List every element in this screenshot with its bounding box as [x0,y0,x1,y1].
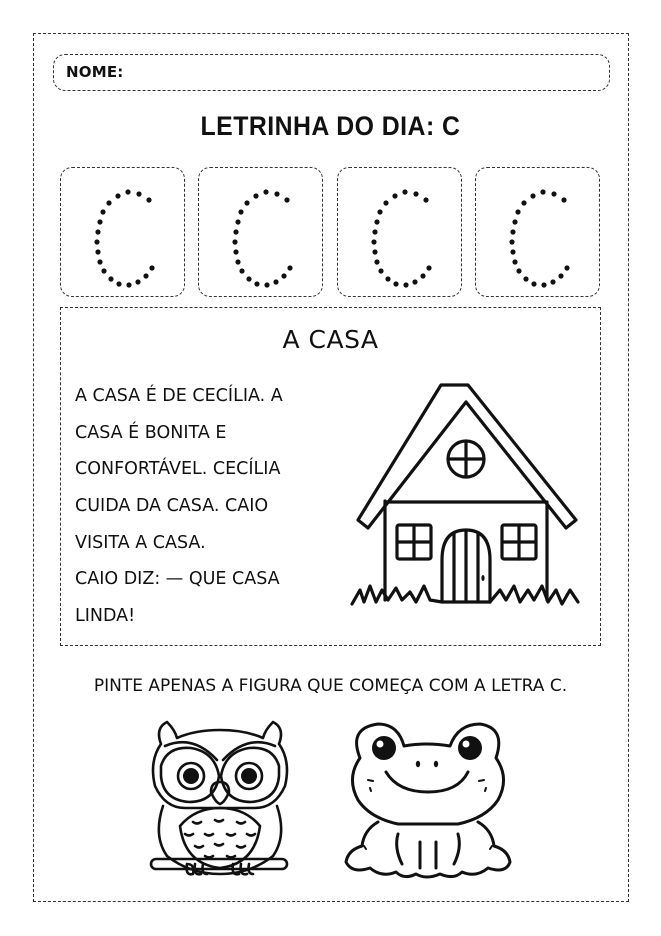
dotted-letter-c-icon [199,168,324,298]
activity-instruction: PINTE APENAS A FIGURA QUE COMEÇA COM A LETRA C. [93,676,568,696]
name-label: NOME: [66,63,124,81]
story-title: A CASA [282,325,379,354]
dotted-letter-c-icon [61,168,186,298]
story-line: CUIDA DA CASA. CAIO [75,496,269,516]
story-line: LINDA! [75,606,136,626]
dotted-letter-c-icon [338,168,463,298]
tracing-box-3[interactable] [337,167,462,297]
dotted-letter-c-icon [476,168,601,298]
owl-icon[interactable] [145,716,295,881]
tracing-box-4[interactable] [475,167,600,297]
story-line: CONFORTÁVEL. CECÍLIA [75,459,281,479]
story-line: CASA É BONITA E [75,423,227,443]
story-line: CAIO DIZ: — QUE CASA [75,569,280,589]
frog-icon[interactable] [338,718,518,883]
story-line: VISITA A CASA. [75,533,206,553]
page-title: LETRINHA DO DIA: C [200,111,461,141]
story-line: A CASA É DE CECÍLIA. A [75,386,283,406]
tracing-box-2[interactable] [198,167,323,297]
house-icon [350,380,585,615]
name-field[interactable] [53,54,610,91]
tracing-box-1[interactable] [60,167,185,297]
